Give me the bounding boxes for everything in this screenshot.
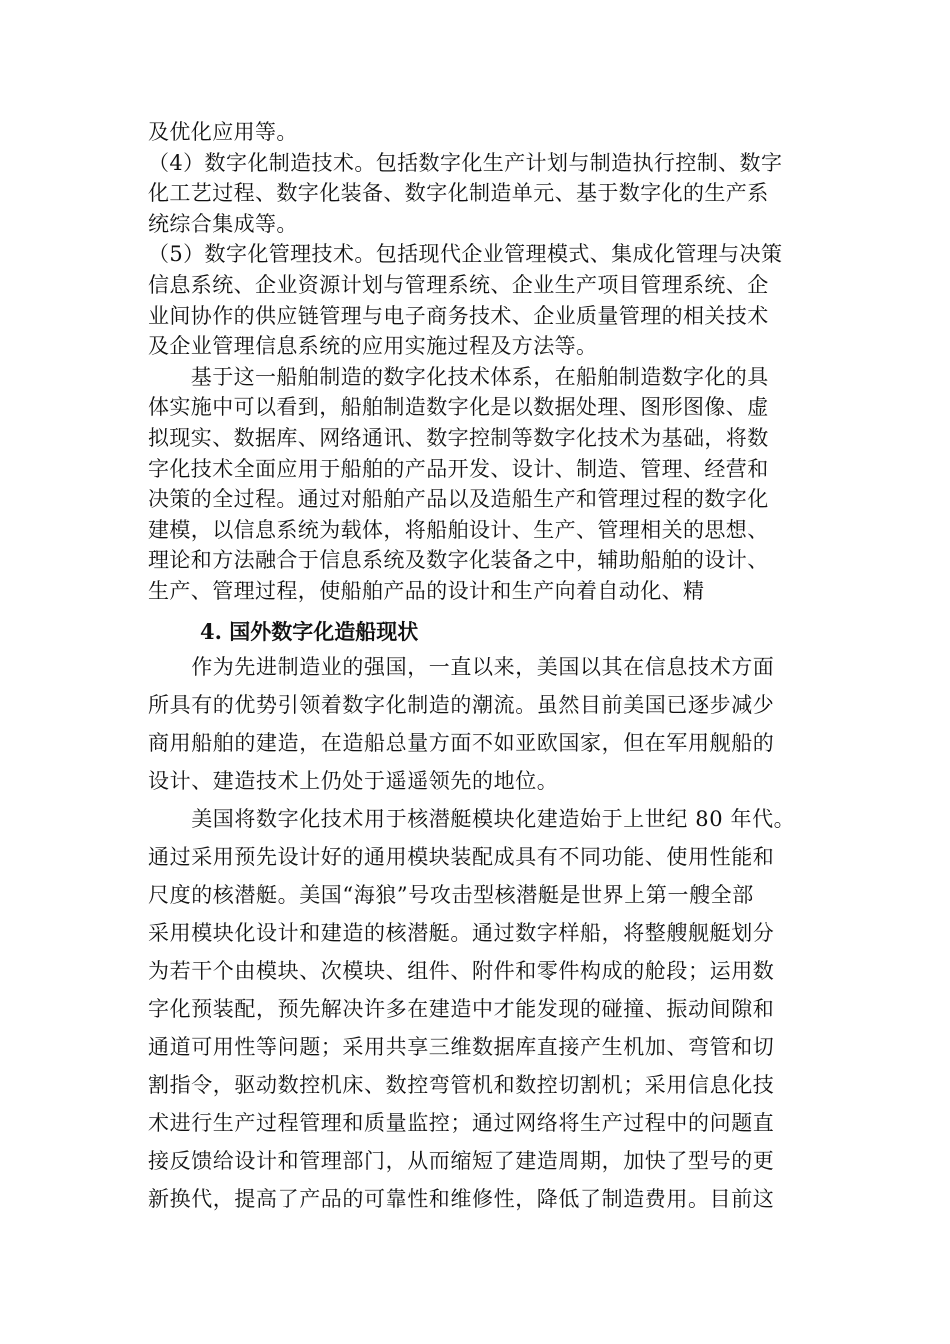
text-line: （5）数字化管理技术。包括现代企业管理模式、集成化管理与决策 bbox=[148, 242, 783, 267]
text-line: 字化技术全面应用于船舶的产品开发、设计、制造、管理、经营和 bbox=[148, 456, 769, 481]
text-line: 作为先进制造业的强国，一直以来，美国以其在信息技术方面 bbox=[148, 655, 775, 679]
text-line: 理论和方法融合于信息系统及数字化装备之中，辅助船舶的设计、 bbox=[148, 548, 769, 573]
text-line: 割指令，驱动数控机床、数控弯管机和数控切割机；采用信息化技 bbox=[148, 1073, 775, 1097]
text-line: 拟现实、数据库、网络通讯、数字控制等数字化技术为基础，将数 bbox=[148, 425, 769, 450]
text-line: 为若干个由模块、次模块、组件、附件和零件构成的舱段；运用数 bbox=[148, 959, 775, 983]
text-line: 体实施中可以看到，船舶制造数字化是以数据处理、图形图像、虚 bbox=[148, 395, 769, 420]
text-line: 生产、管理过程，使船舶产品的设计和生产向着自动化、精 bbox=[148, 578, 705, 603]
text-line: 美国将数字化技术用于核潜艇模块化建造始于上世纪 80 年代。 bbox=[148, 807, 796, 831]
section-heading: 4. 国外数字化造船现状 bbox=[200, 619, 419, 644]
text-line: 商用船舶的建造，在造船总量方面不如亚欧国家，但在军用舰船的 bbox=[148, 731, 775, 755]
text-line: 化工艺过程、数字化装备、数字化制造单元、基于数字化的生产系 bbox=[148, 181, 769, 206]
text-line: 接反馈给设计和管理部门，从而缩短了建造周期，加快了型号的更 bbox=[148, 1149, 775, 1173]
text-line: 基于这一船舶制造的数字化技术体系，在船舶制造数字化的具 bbox=[148, 364, 769, 389]
text-line: 及企业管理信息系统的应用实施过程及方法等。 bbox=[148, 334, 598, 359]
text-line: 信息系统、企业资源计划与管理系统、企业生产项目管理系统、企 bbox=[148, 272, 769, 297]
text-line: 新换代，提高了产品的可靠性和维修性，降低了制造费用。目前这 bbox=[148, 1187, 775, 1211]
text-line: 建模，以信息系统为载体，将船舶设计、生产、管理相关的思想、 bbox=[148, 517, 769, 542]
text-line: 统综合集成等。 bbox=[148, 211, 298, 236]
text-line: 术进行生产过程管理和质量监控；通过网络将生产过程中的问题直 bbox=[148, 1111, 775, 1135]
upper-text-block bbox=[148, 117, 808, 607]
text-line: 尺度的核潜艇。美国“海狼”号攻击型核潜艇是世界上第一艘全部 bbox=[148, 883, 754, 907]
text-line: 字化预装配，预先解决许多在建造中才能发现的碰撞、振动间隙和 bbox=[148, 997, 775, 1021]
text-line: 设计、建造技术上仍处于遥遥领先的地位。 bbox=[148, 769, 559, 793]
text-line: 决策的全过程。通过对船舶产品以及造船生产和管理过程的数字化 bbox=[148, 487, 769, 512]
text-line: 通道可用性等问题；采用共享三维数据库直接产生机加、弯管和切 bbox=[148, 1035, 775, 1059]
text-line: 及优化应用等。 bbox=[148, 120, 298, 144]
text-line: 采用模块化设计和建造的核潜艇。通过数字样船，将整艘舰艇划分 bbox=[148, 921, 775, 945]
text-line: 通过采用预先设计好的通用模块装配成具有不同功能、使用性能和 bbox=[148, 845, 775, 869]
lower-text-block bbox=[148, 648, 808, 1218]
text-line: （4）数字化制造技术。包括数字化生产计划与制造执行控制、数字 bbox=[148, 150, 783, 175]
text-line: 所具有的优势引领着数字化制造的潮流。虽然目前美国已逐步减少 bbox=[148, 693, 775, 717]
text-line: 业间协作的供应链管理与电子商务技术、企业质量管理的相关技术 bbox=[148, 303, 769, 328]
